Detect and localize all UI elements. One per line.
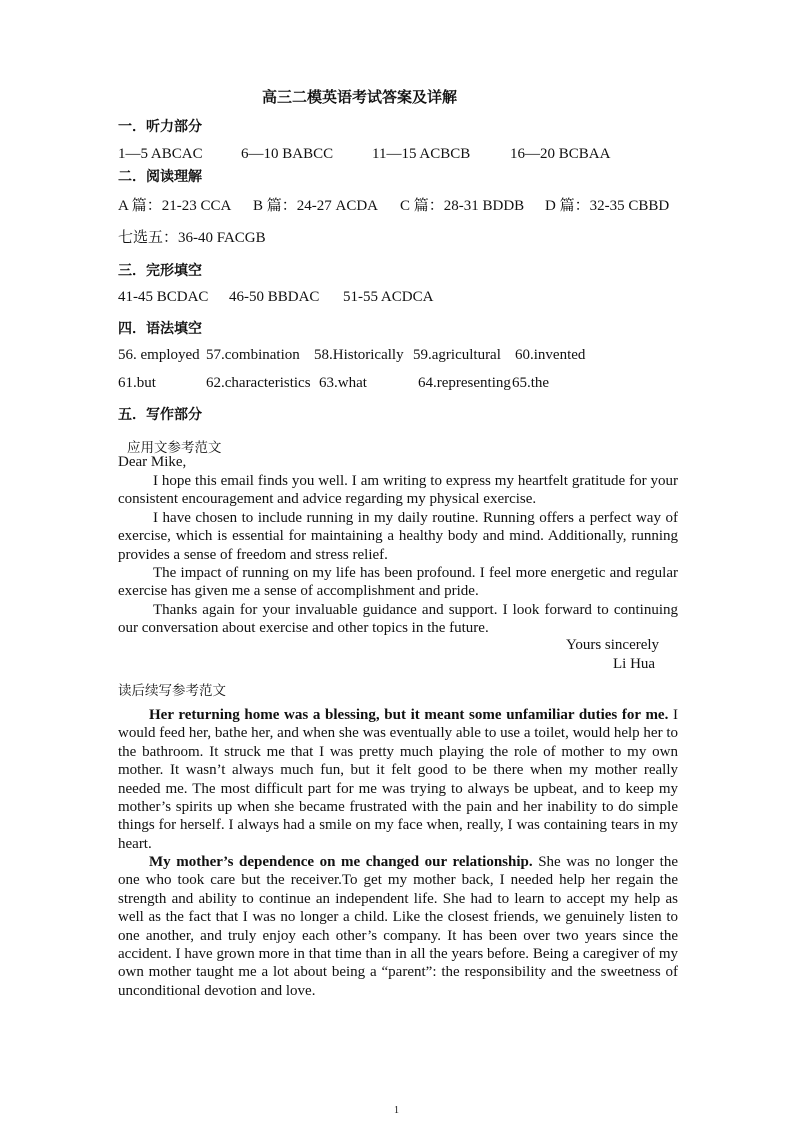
practical-writing-label: 应用文参考范文 [127,440,222,456]
grammar-answer: 61.but [118,375,156,391]
letter-paragraph: Thanks again for your invaluable guidance and support. I look forward to continuing our conversation about exercise and other topics in the future. [118,602,678,637]
page-title: 高三二模英语考试答案及详解 [262,88,458,106]
cloze-answer: 46-50 BBDAC [229,289,320,305]
continuation-paragraph [118,853,678,1000]
listening-heading: 一．听力部分 [118,119,202,135]
grammar-answer: 64.representing [418,375,511,391]
reading-answer: D 篇：32-35 CBBD [545,198,670,214]
continuation-writing-label: 读后续写参考范文 [118,683,226,699]
letter-paragraph: I hope this email finds you well. I am writing to express my heartfelt gratitude for your consistent encouragement and advice regarding my physical exercise. [118,473,678,508]
listening-answer: 1—5 ABCAC [118,146,203,162]
letter-salutation: Dear Mike, [118,454,187,470]
grammar-answer: 56. employed [118,347,200,363]
letter-paragraph: I have chosen to include running in my daily routine. Running offers a perfect way of exercise, which is essential for maintaining a healthy body and mind. Additionally, running provides a sense of freedom and stress relief. [118,510,678,563]
grammar-answer: 62.characteristics [206,375,311,391]
listening-answer: 6—10 BABCC [241,146,334,162]
seven-choose-five: 七选五：36-40 FACGB [118,230,266,246]
cloze-heading: 三．完形填空 [118,263,202,279]
grammar-answer: 63.what [319,375,367,391]
paragraph-body: She was no longer the one who took care but the receiver.To get my mother back, I needed help her regain the strength and ability to continue an independent life. She had to learn to accept my help as well as the fact that I was no longer a child. Like the closest friends, we genuinely listen to one another, and truly enjoy each other’s company. It has been over two years since the accident. I have grown more in that time than in all the years before. Being a caregiver of my own mother taught me a lot about being a “parent”: the responsibility and the sweetness of unconditional devotion and love. [118,854,678,999]
grammar-answer: 59.agricultural [413,347,501,363]
paragraph-lead-sentence: My mother’s dependence on me changed our relationship. [149,854,533,870]
grammar-heading: 四．语法填空 [118,321,202,337]
reading-answer: A 篇：21-23 CCA [118,198,232,214]
writing-heading: 五．写作部分 [118,407,202,423]
grammar-answer: 60.invented [515,347,586,363]
reading-answer: B 篇：24-27 ACDA [253,198,379,214]
letter-signature: Li Hua [613,656,656,672]
listening-answer: 11—15 ACBCB [372,146,471,162]
grammar-answer: 57.combination [206,347,300,363]
cloze-answer: 41-45 BCDAC [118,289,209,305]
grammar-answer: 58.Historically [314,347,404,363]
grammar-answer: 65.the [512,375,550,391]
paragraph-lead-sentence: Her returning home was a blessing, but it meant some unfamiliar duties for me. [149,707,669,723]
listening-answer: 16—20 BCBAA [510,146,611,162]
paragraph-body: I would feed her, bathe her, and when she was eventually able to use a toilet, would help her to the bathroom. It struck me that I was pretty much playing the role of mother to my own mother. It wasn’t always much fun, but it felt good to be there when my mother really needed me. The most difficult part for me was trying to always be upbeat, and to keep my mother’s spirits up when she became frustrated with the pain and her inability to do simple things for herself. I always had a smile on my face when, really, I was containing tears in my heart. [118,707,678,852]
cloze-answer: 51-55 ACDCA [343,289,434,305]
continuation-paragraph [118,706,678,853]
letter-paragraph: The impact of running on my life has been profound. I feel more energetic and regular exercise has given me a sense of accomplishment and pride. [118,565,678,600]
reading-answer: C 篇：28-31 BDDB [400,198,525,214]
page-number: 1 [394,1105,399,1116]
letter-closing: Yours sincerely [566,637,660,653]
reading-heading: 二．阅读理解 [118,169,202,185]
